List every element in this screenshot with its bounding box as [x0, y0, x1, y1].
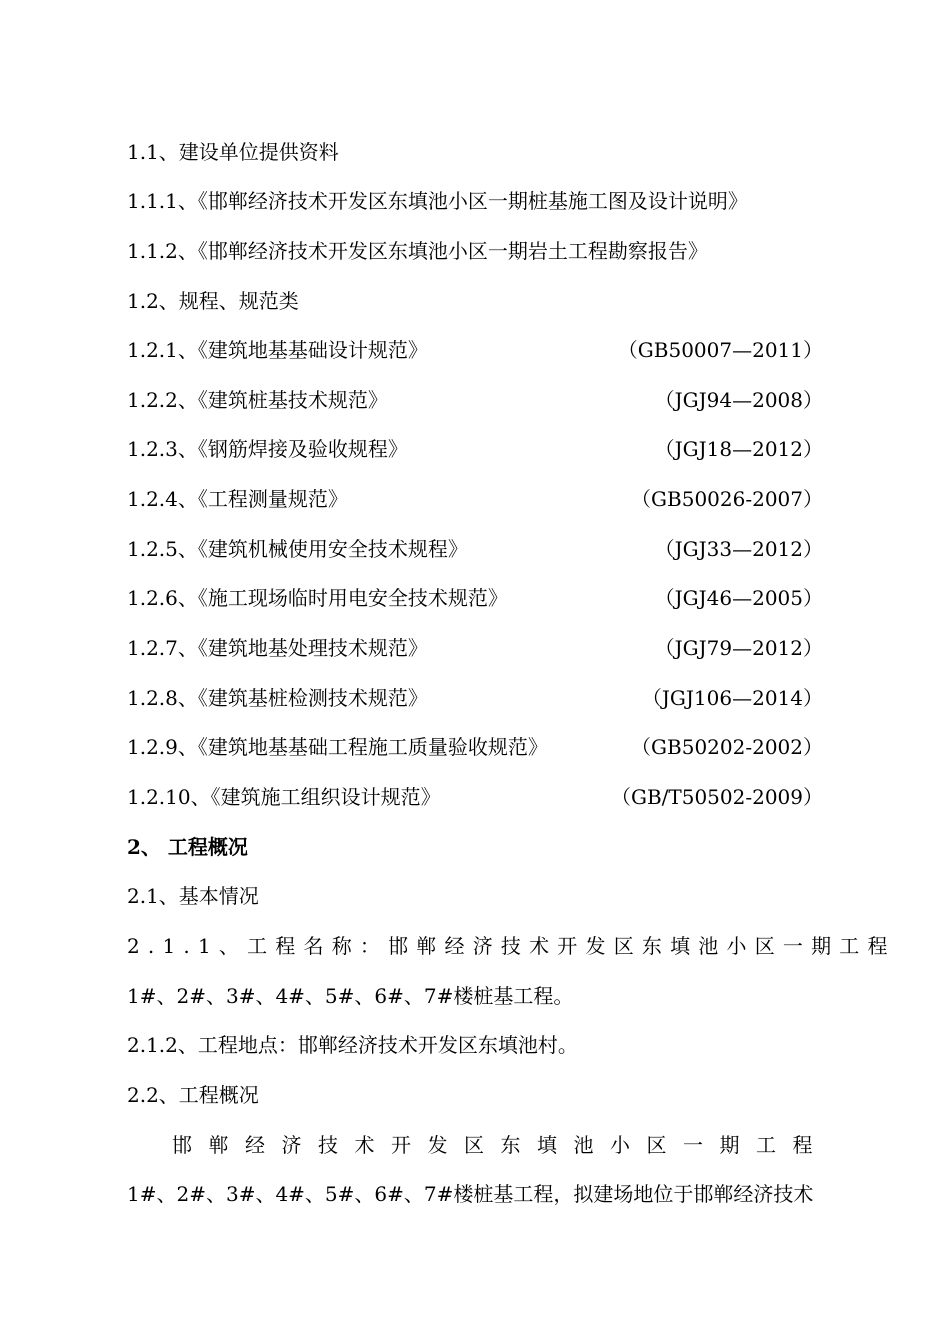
standard-code: （GB50202-2002）	[631, 735, 823, 759]
standard-title: 1.2.9、《建筑地基基础工程施工质量验收规范》	[127, 735, 548, 759]
standard-title: 1.2.7、《建筑地基处理技术规范》	[127, 636, 428, 660]
section-heading: 2、 工程概况	[127, 835, 248, 859]
standard-code: （JGJ18—2012）	[654, 437, 823, 461]
project-name-continued: 1#、2#、3#、4#、5#、6#、7#楼桩基工程。	[127, 984, 574, 1008]
subsection-title: 2.1、基本情况	[127, 884, 259, 908]
standard-title: 1.2.4、《工程测量规范》	[127, 487, 348, 511]
standard-row	[127, 535, 837, 563]
standard-row	[127, 684, 837, 712]
standard-row	[127, 634, 837, 662]
standard-code: （JGJ94—2008）	[654, 388, 823, 412]
standard-code: （GB50026-2007）	[631, 487, 823, 511]
clause-text: 1.1.1、《邯郸经济技术开发区东填池小区一期桩基施工图及设计说明》	[127, 189, 748, 213]
standard-title: 1.2.6、《施工现场临时用电安全技术规范》	[127, 586, 508, 610]
standard-title: 1.2.8、《建筑基桩检测技术规范》	[127, 686, 428, 710]
standard-row	[127, 783, 837, 811]
project-location: 2.1.2、工程地点：邯郸经济技术开发区东填池村。	[127, 1033, 578, 1057]
standard-row	[127, 485, 837, 513]
overview-paragraph-line: 邯郸经济技术开发区东填池小区一期工程	[172, 1133, 829, 1157]
standard-title: 1.2.5、《建筑机械使用安全技术规程》	[127, 537, 468, 561]
standard-code: （GB/T50502-2009）	[610, 785, 823, 809]
project-name-line: 2.1.1、工程名称：邯郸经济技术开发区东填池小区一期工程	[127, 934, 896, 958]
standard-code: （JGJ79—2012）	[654, 636, 823, 660]
clause-1-1	[127, 138, 837, 166]
clause-text: 1.2、规程、规范类	[127, 289, 299, 313]
clause-text: 1.1、建设单位提供资料	[127, 140, 339, 164]
overview-paragraph-line: 1#、2#、3#、4#、5#、6#、7#楼桩基工程，拟建场地位于邯郸经济技术	[127, 1182, 814, 1206]
subsection-title: 2.2、工程概况	[127, 1083, 259, 1107]
standard-title: 1.2.1、《建筑地基基础设计规范》	[127, 338, 428, 362]
standard-code: （JGJ33—2012）	[654, 537, 823, 561]
standard-row	[127, 336, 837, 364]
clause-1-1-2	[127, 237, 837, 265]
clause-text: 1.1.2、《邯郸经济技术开发区东填池小区一期岩土工程勘察报告》	[127, 239, 708, 263]
standard-row	[127, 733, 837, 761]
standard-code: （GB50007—2011）	[617, 338, 823, 362]
standard-row	[127, 584, 837, 612]
standard-title: 1.2.10、《建筑施工组织设计规范》	[127, 785, 441, 809]
standard-row	[127, 435, 837, 463]
standard-title: 1.2.2、《建筑桩基技术规范》	[127, 388, 388, 412]
standard-row	[127, 386, 837, 414]
clause-1-1-1	[127, 187, 837, 215]
standard-code: （JGJ46—2005）	[654, 586, 823, 610]
standard-title: 1.2.3、《钢筋焊接及验收规程》	[127, 437, 408, 461]
standard-code: （JGJ106—2014）	[641, 686, 823, 710]
clause-1-2	[127, 287, 837, 315]
